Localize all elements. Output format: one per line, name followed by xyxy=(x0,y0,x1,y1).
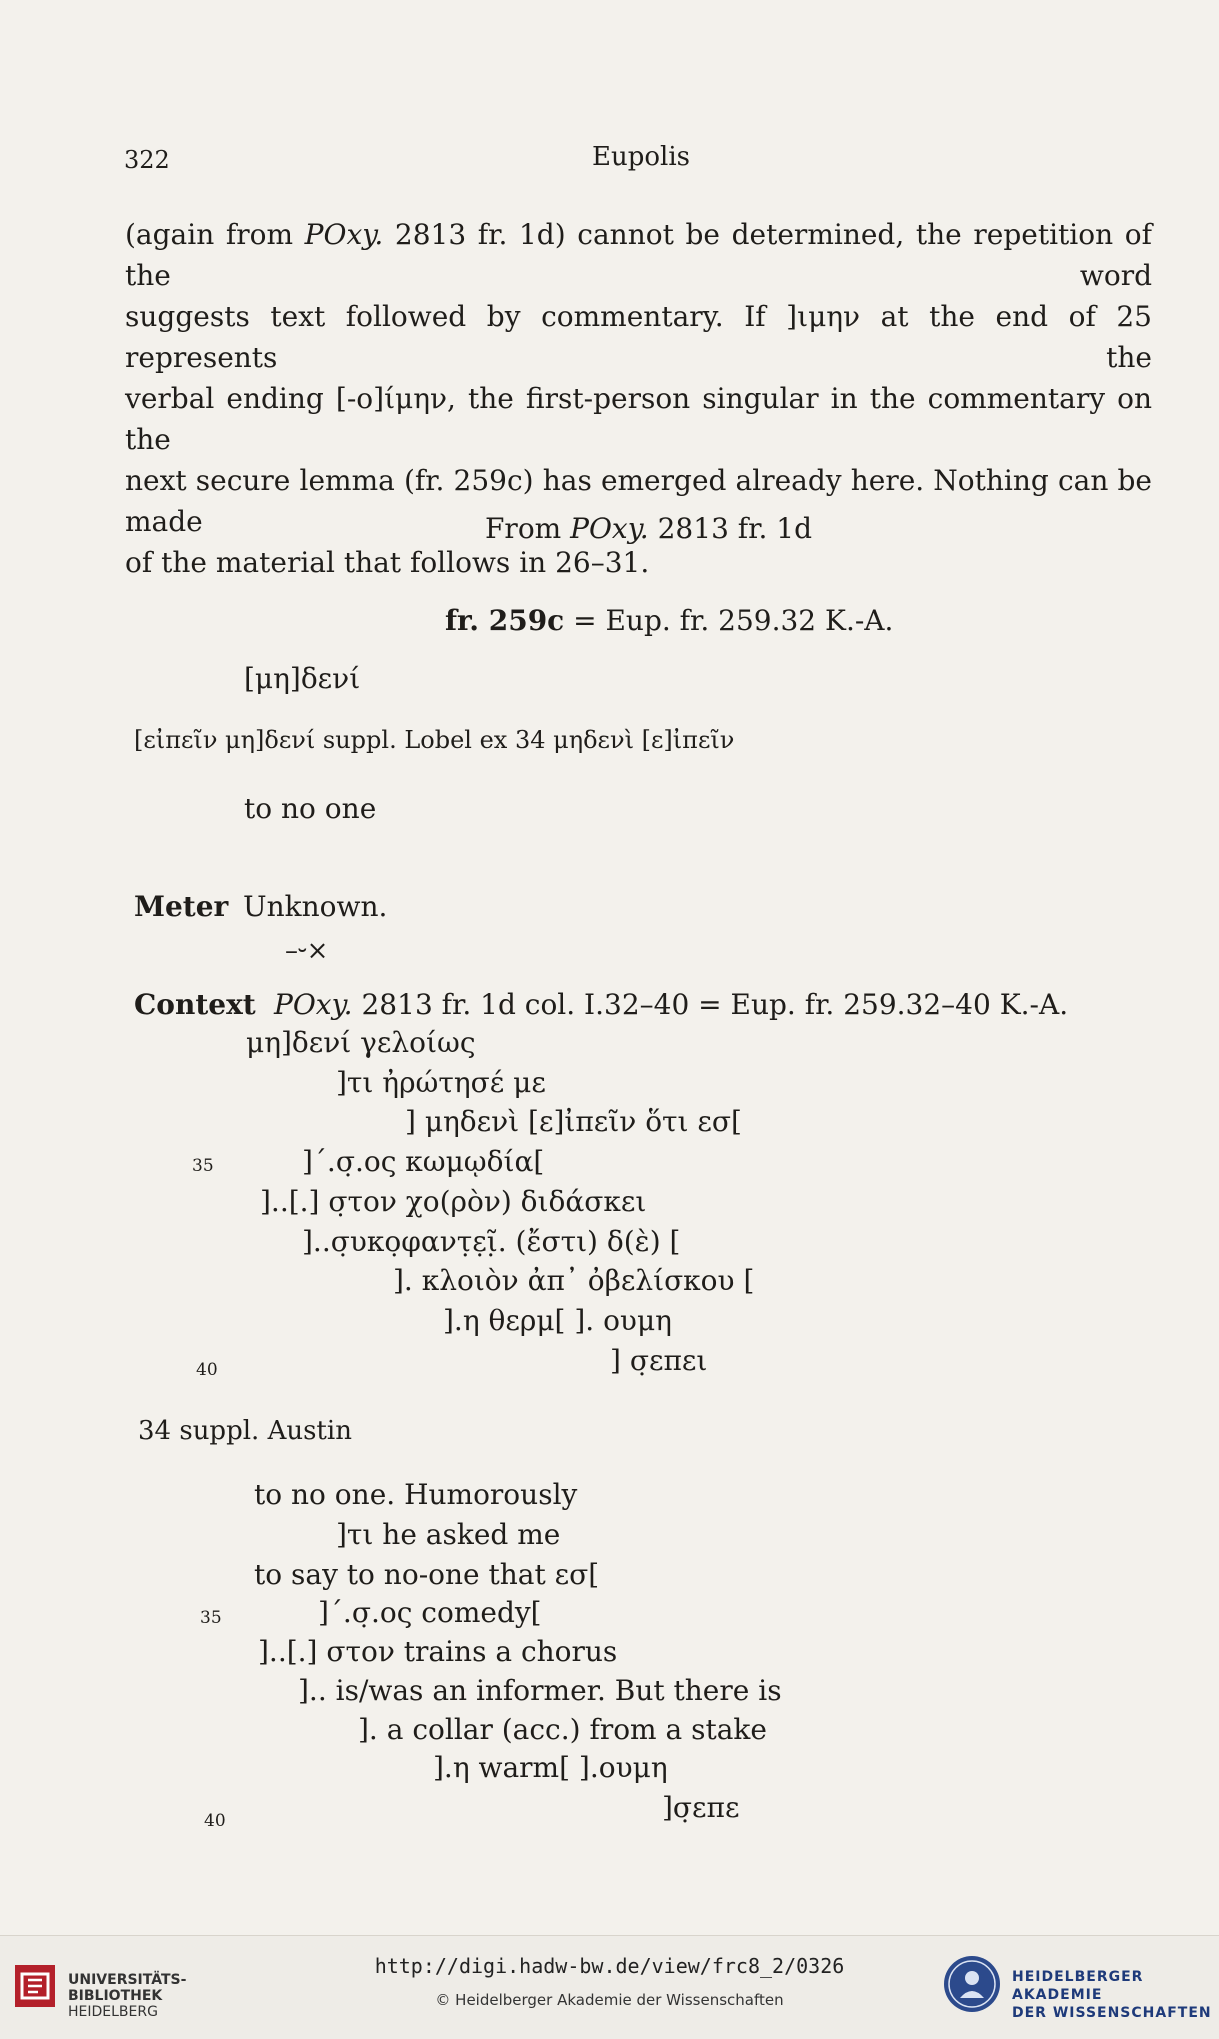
english-line-number-35: 35 xyxy=(200,1608,222,1628)
intro-line-5: of the material that follows in 26–31. xyxy=(125,546,650,579)
fragment-label: fr. 259c xyxy=(445,604,565,637)
line-number-40: 40 xyxy=(196,1360,218,1380)
academy-seal-icon xyxy=(942,1954,1002,2014)
english-line-33: ]τι he asked me xyxy=(336,1518,561,1551)
english-line-37: ].. is/was an informer. But there is xyxy=(298,1674,782,1707)
section-heading-b: 2813 fr. 1d xyxy=(648,512,812,545)
meter-scheme: –⏑× xyxy=(285,936,329,966)
intro-line-1-italic: POxy. xyxy=(304,218,384,251)
fragment-translation: to no one xyxy=(244,792,377,825)
english-line-36: ]..[.] στον trains a chorus xyxy=(258,1635,618,1668)
greek-line-39: ].η θερμ[ ]. ουμη xyxy=(443,1304,672,1337)
english-line-number-40: 40 xyxy=(204,1811,226,1831)
copyright-notice: © Heidelberger Akademie der Wissenschaften xyxy=(435,1991,784,2009)
english-line-34: to say to no-one that εσ[ xyxy=(254,1558,600,1591)
english-line-35: ]΄.σ̣.ος comedy[ xyxy=(318,1596,542,1629)
section-heading-italic: POxy. xyxy=(570,512,649,545)
academy-line-1: HEIDELBERGER AKADEMIE xyxy=(1012,1969,1144,2003)
section-heading xyxy=(485,512,812,545)
english-line-38: ]. a collar (acc.) from a stake xyxy=(358,1713,767,1746)
english-line-40: ]σ̣επε xyxy=(662,1791,740,1824)
greek-line-37: ]..σ̣υκο̣φαντ̣ε̣ῖ̣. (ἔστι) δ(ὲ) [ xyxy=(302,1225,681,1258)
academy-line-2: DER WISSENSCHAFTEN xyxy=(1012,2005,1212,2021)
context-reference xyxy=(274,988,1068,1021)
line-number-35: 35 xyxy=(192,1156,214,1176)
context-label: Context xyxy=(134,988,256,1021)
running-title: Eupolis xyxy=(592,142,690,172)
intro-line-1 xyxy=(125,214,1152,296)
academy-name xyxy=(1012,1968,1219,2022)
fragment-greek: [μη]δενί xyxy=(244,662,361,695)
greek-line-40: ] σ̣επει xyxy=(610,1344,708,1377)
greek-line-38: ]. κλοιὸν ἀπ᾽ ὀβελίσκου [ xyxy=(393,1264,755,1297)
context-reference-italic: POxy. xyxy=(274,988,353,1021)
apparatus-criticus: [εἰπεῖν μη]δενί suppl. Lobel ex 34 μηδενὶ [ε]ἰπεῖν xyxy=(134,726,735,754)
english-line-39: ].η warm[ ].ουμη xyxy=(433,1751,668,1784)
context-reference-b: 2813 fr. 1d col. I.32–40 = Eup. fr. 259.32–40 K.-A. xyxy=(352,988,1069,1021)
fragment-equivalence: = Eup. fr. 259.32 K.-A. xyxy=(564,604,894,637)
greek-line-32: μη]δενί γελοίως xyxy=(246,1026,476,1059)
greek-line-36: ]..[.] σ̣τον χο(ρὸν) διδάσκει xyxy=(260,1185,647,1218)
section-heading-a: From xyxy=(485,512,571,545)
footer-bar xyxy=(0,1935,1219,2039)
intro-line-1-b: 2813 fr. 1d) cannot be determined, the repetition of the word xyxy=(125,218,1152,292)
intro-line-1-a: (again from xyxy=(125,218,305,251)
intro-line-4: next secure lemma (fr. 259c) has emerged already here. Nothing can be made xyxy=(125,464,1152,538)
english-line-32: to no one. Humorously xyxy=(254,1478,578,1511)
intro-line-3: verbal ending [-ο]ίμην, the first-person singular in the commentary on the xyxy=(125,382,1152,456)
meter-label: Meter xyxy=(134,890,229,923)
library-line-3: HEIDELBERG xyxy=(68,2004,158,2020)
context-note: 34 suppl. Austin xyxy=(138,1416,352,1446)
source-url-link[interactable]: http://digi.hadw-bw.de/view/frc8_2/0326 xyxy=(374,1954,845,1978)
greek-line-35: ]΄.σ̣.ος κωμῳδία[ xyxy=(302,1145,545,1178)
intro-line-2: suggests text followed by commentary. If ]ιμην at the end of 25 represents the xyxy=(125,300,1152,374)
library-line-2: BIBLIOTHEK xyxy=(68,1988,163,2004)
library-line-1: UNIVERSITÄTS- xyxy=(68,1972,187,1988)
greek-line-33: ]τι ἠρώτησέ με xyxy=(336,1066,546,1099)
greek-line-34: ] μηδενὶ [ε]ἰπεῖν ὅτι εσ[ xyxy=(405,1105,742,1138)
page-number: 322 xyxy=(124,146,170,174)
fragment-heading xyxy=(445,604,893,637)
meter-value: Unknown. xyxy=(243,890,388,923)
